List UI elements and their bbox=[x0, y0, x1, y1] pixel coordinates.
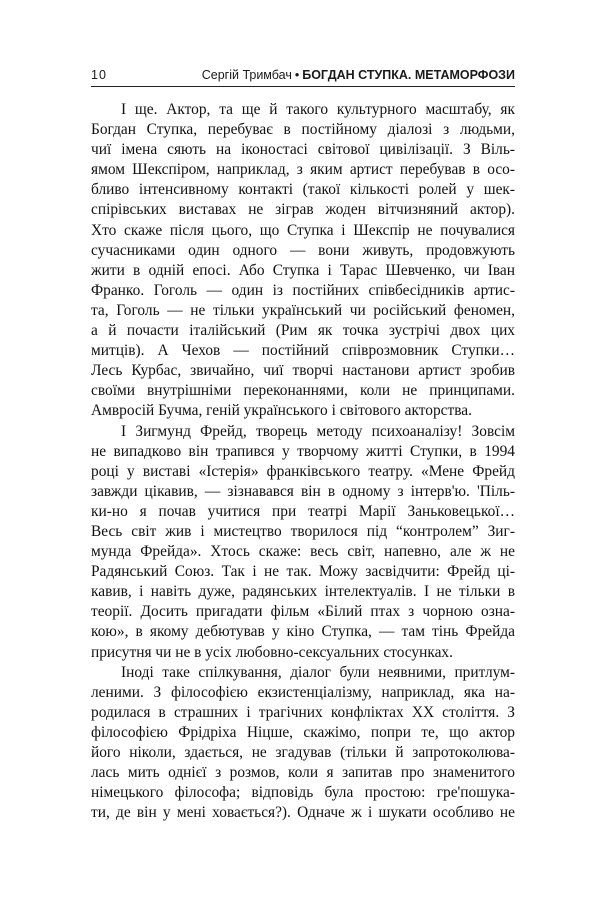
text-line: чиї імена сяють на іконостасі світової цивілізації. З Віль- bbox=[91, 141, 515, 159]
text-line: теорії. Досить пригадати фільм «Білий птах з чорною озна- bbox=[91, 603, 515, 621]
text-line: Хто скаже після цього, що Ступка і Шекспір не почувалися bbox=[91, 221, 515, 239]
text-line: І Зигмунд Фрейд, творець методу психоаналізу! Зовсім bbox=[121, 422, 515, 440]
text-line: році у виставі «Істерія» франківського театру. «Мене Фрейд bbox=[91, 462, 515, 480]
text-line: присутня чи не в усіх любовно-сексуальних стосунках. bbox=[91, 643, 453, 661]
text-line: ки-но я почав учитися при театрі Марії Заньковецької… bbox=[91, 502, 515, 520]
text-line: Амвросій Бучма, геній українського і світового акторства. bbox=[91, 402, 472, 420]
book-title: БОГДАН СТУПКА. МЕТАМОРФОЗИ bbox=[302, 68, 515, 82]
text-line: жити в одній епосі. Або Ступка і Тарас Шевченко, чи Іван bbox=[91, 261, 515, 279]
text-line: філософією Фрідріха Ніцше, скажімо, попри те, що актор bbox=[91, 723, 515, 741]
text-line: І ще. Актор, та ще й такого культурного масштабу, як bbox=[121, 101, 515, 118]
text-line: а й почасти італійський (Рим як точка зустрічі двох цих bbox=[91, 322, 515, 340]
text-line: Радянський Союз. Так і не так. Можу засвідчити: Фрейд ці- bbox=[91, 563, 515, 581]
text-line: своїми внутрішніми переконаннями, коли не принципами. bbox=[91, 382, 515, 400]
text-line: його ніколи, здається, не згадував (тільки й запротоколюва- bbox=[91, 744, 515, 761]
text-line: Франко. Гоголь — один із постійних співбесідників артис- bbox=[91, 281, 515, 299]
text-line: сучасниками один одного — вони живуть, продовжують bbox=[91, 241, 515, 259]
text-line: кою», в якому дебютував у кіно Ступка, — там тінь Фрейда bbox=[91, 623, 515, 641]
text-line: лась мить однієї з розмов, коли я запитав про знаменитого bbox=[91, 764, 515, 782]
title-separator: • bbox=[294, 68, 300, 82]
author-name: Сергій Тримбач bbox=[201, 68, 292, 82]
text-line: ти, де він у мені ховається?). Одначе ж і шукати особливо не bbox=[91, 804, 515, 822]
text-line: мунда Фрейда». Хтось скаже: весь світ, напевно, але ж не bbox=[91, 543, 515, 561]
paragraph bbox=[91, 422, 515, 663]
text-line: завжди цікавив, — зізнавався він в одному з інтерв'ю. 'Піль- bbox=[91, 482, 515, 500]
paragraph bbox=[91, 663, 515, 824]
text-line: бливо інтенсивному контакті (такої кількості ролей у шек- bbox=[91, 181, 515, 199]
text-line: німецького філософа; відповідь була простою: гре'пошука- bbox=[91, 784, 515, 802]
text-line: Лесь Курбас, звичайно, чиї творчі настанови артист зробив bbox=[91, 362, 515, 380]
running-header bbox=[91, 66, 515, 88]
text-line: Богдан Ступка, перебуває в постійному діалозі з людьми, bbox=[91, 121, 515, 139]
text-line: Іноді таке спілкування, діалог були неявними, притлум- bbox=[121, 663, 515, 681]
text-line: родилася в страшних і трагічних конфліктах XX століття. З bbox=[91, 703, 515, 721]
page-body-text bbox=[91, 100, 515, 823]
text-line: леними. З філософією екзистенціалізму, наприклад, яка на- bbox=[91, 683, 515, 701]
text-line: ямом Шекспіром, наприклад, з яким артист перебував в осо- bbox=[91, 161, 515, 179]
text-line: спірівських виставах не зіграв жоден вітчизняний актор). bbox=[91, 201, 515, 219]
header-rule bbox=[91, 86, 515, 87]
text-line: Весь світ жив і мистецтво творилося під “контролем” Зиг- bbox=[91, 522, 515, 540]
text-line: не випадково він трапився у творчому житті Ступки, в 1994 bbox=[91, 442, 515, 460]
text-line: та, Гоголь — не тільки український чи російський феномен, bbox=[91, 301, 515, 319]
text-line: кавив, і навіть дуже, радянських інтелектуалів. І не тільки в bbox=[91, 583, 515, 601]
paragraph bbox=[91, 100, 515, 422]
text-line: митців). А Чехов — постійний співрозмовник Ступки… bbox=[91, 342, 515, 360]
page-number: 10 bbox=[91, 68, 107, 82]
running-title bbox=[202, 68, 515, 82]
